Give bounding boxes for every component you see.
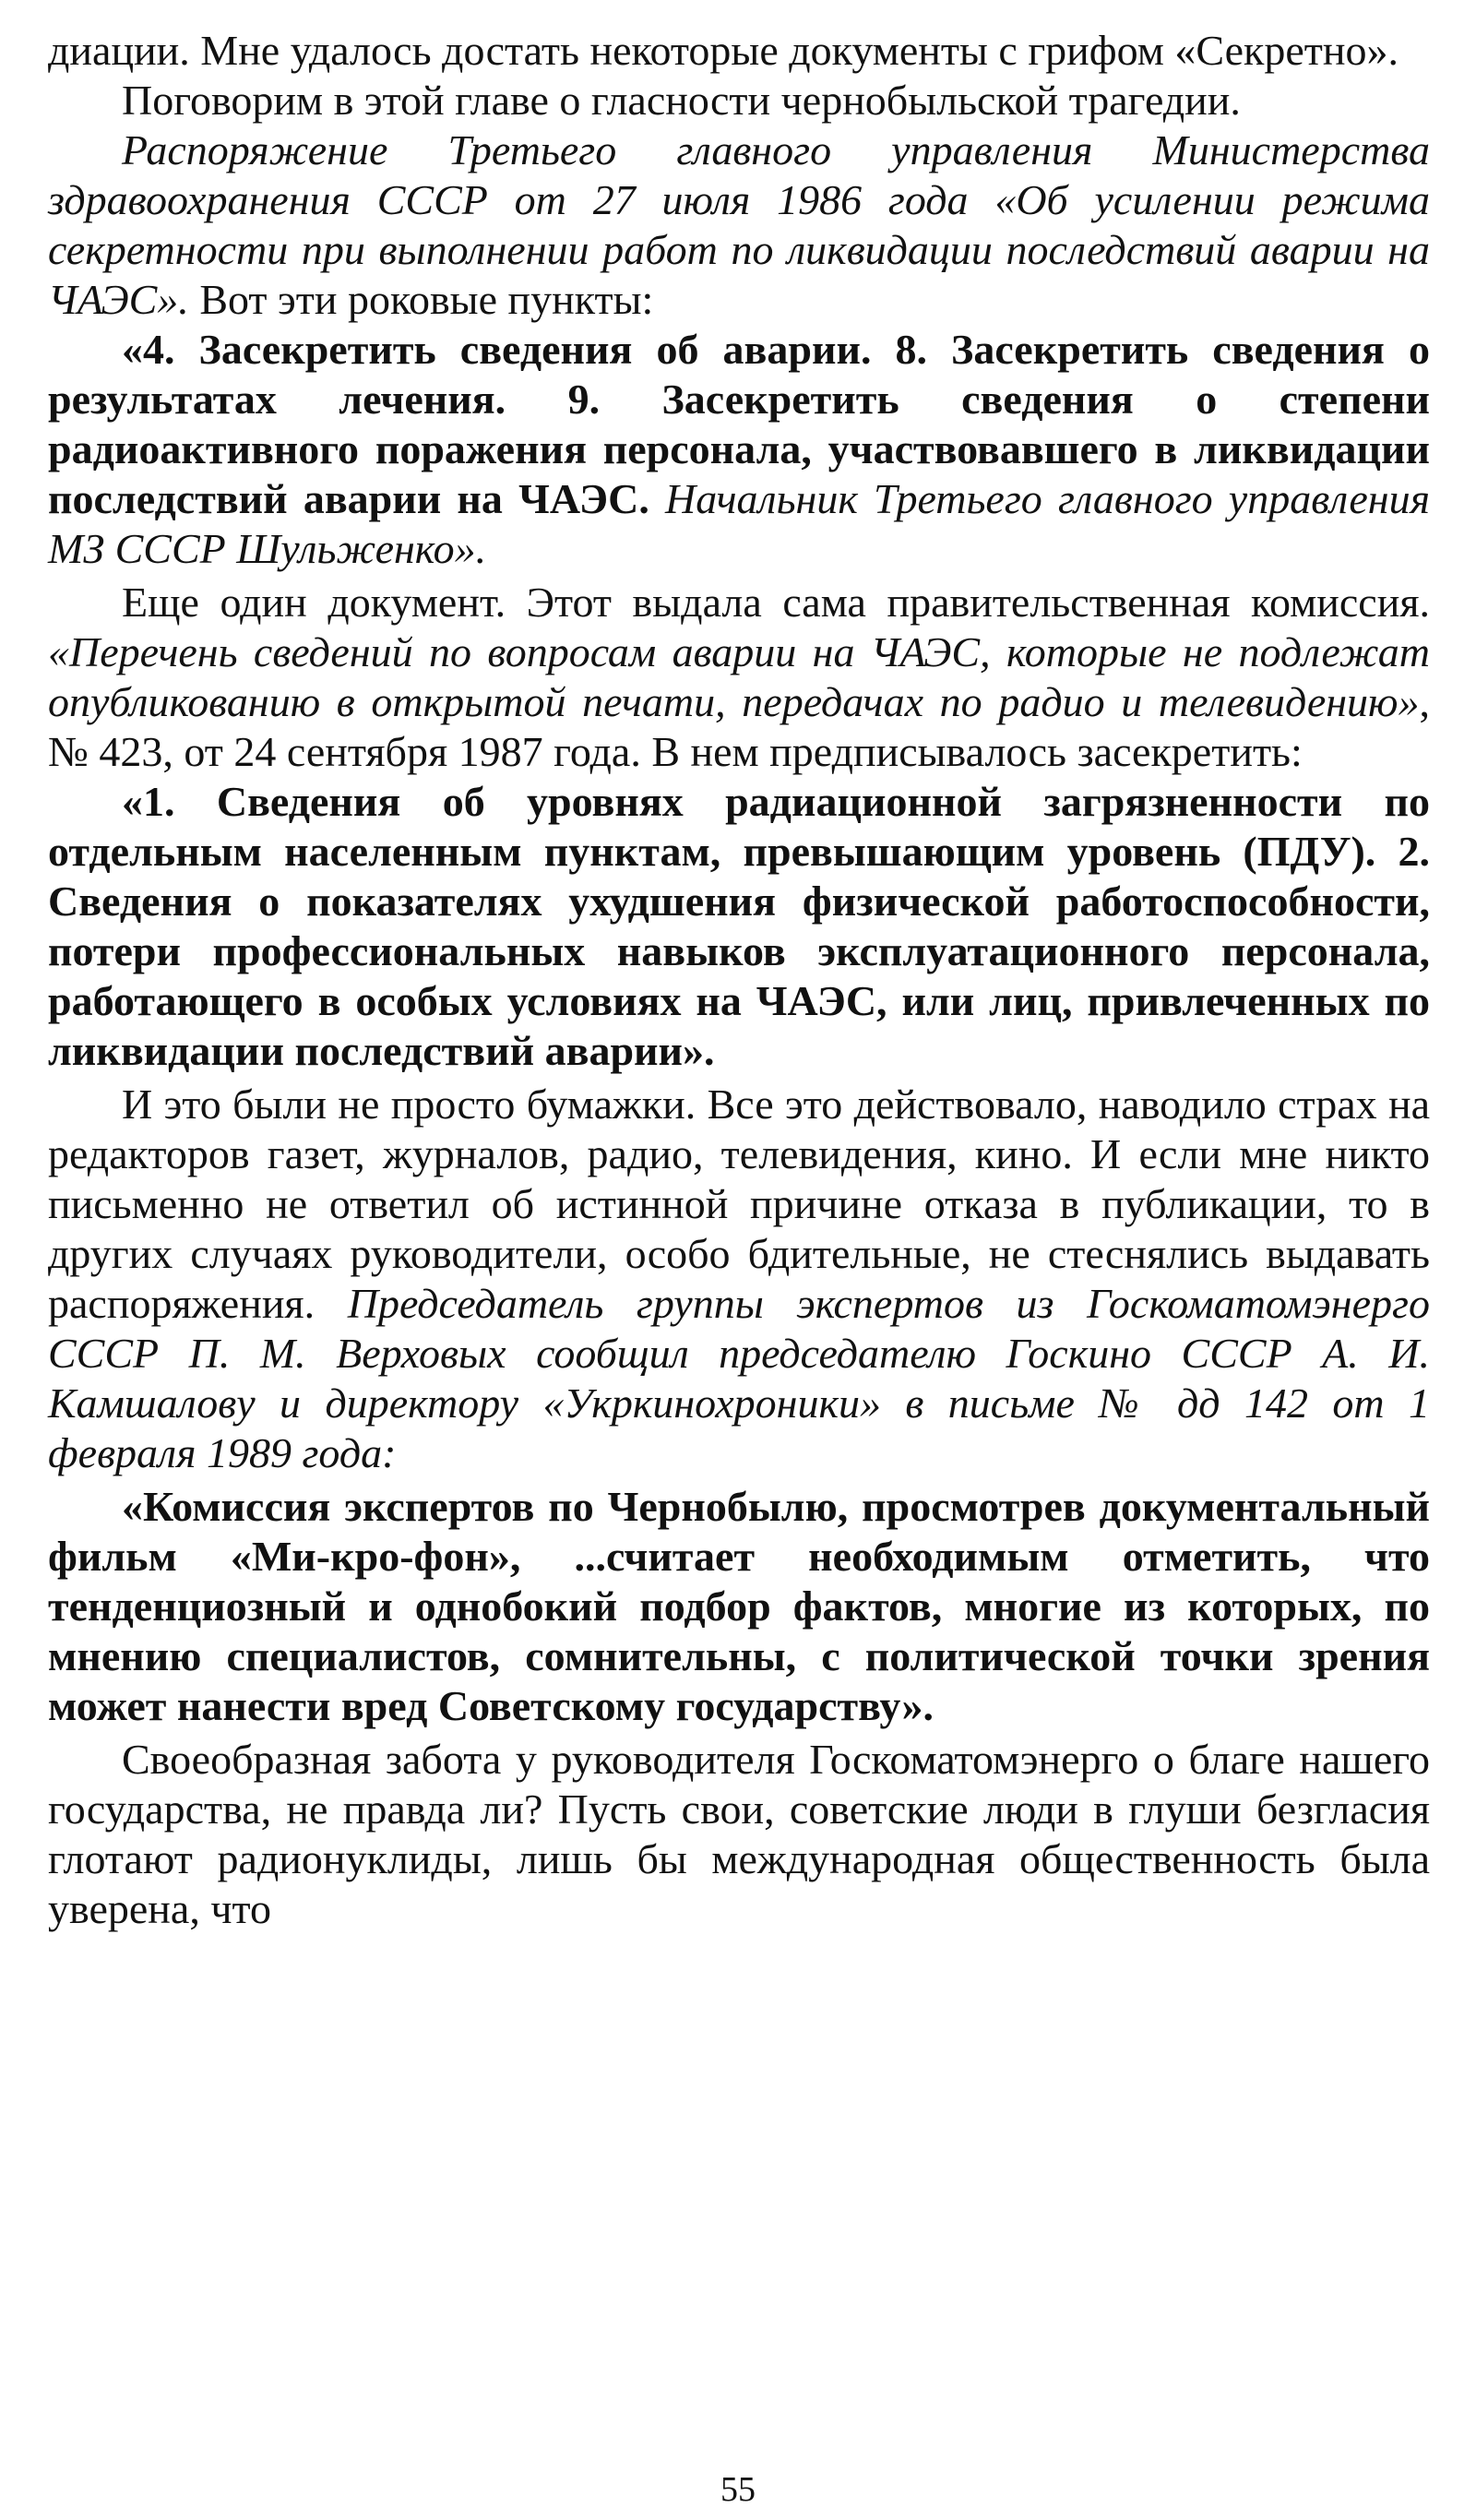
decree-signature-italic: Начальник Третьего главного управления МЗ СССР Шульженко». xyxy=(48,475,1430,572)
paragraph-7 xyxy=(48,1080,1430,1478)
paragraph-5-text-start: Еще один документ. Этот выдала сама правительственная комиссия. xyxy=(122,579,1430,626)
paragraph-2-text: Поговорим в этой главе о гласности чернобыльской трагедии. xyxy=(122,77,1241,124)
paragraph-9 xyxy=(48,1735,1430,1934)
paragraph-7-text: И это были не просто бумажки. Все это действовало, наводило страх на редакторов газет, журналов, радио, телевидения, кино. И если мне никто письменно не ответил об истинной причине отказа в публикации, то в других случаях руководители, особо бдительные, не стеснялись выдавать распоряжения. xyxy=(48,1081,1430,1327)
paragraph-6 xyxy=(48,777,1430,1076)
paragraph-2 xyxy=(48,76,1430,125)
paragraph-5-text-end: , № 423, от 24 сентября 1987 года. В нем предписывалось засекретить: xyxy=(48,678,1430,775)
paragraph-3-text: Вот эти роковые пункты: xyxy=(188,276,654,323)
paragraph-9-text: Своеобразная забота у руководителя Госкоматомэнерго о благе нашего государства, не правда ли? Пусть свои, советские люди в глуши безгласия глотают радионуклиды, лишь бы международная общественность была уверена, что xyxy=(48,1736,1430,1932)
decree-points-bold: «4. Засекретить сведения об аварии. 8. Засекретить сведения о результатах лечения. 9. Засекретить сведения о степени радиоактивного поражения персонала, участвовавшего в ликвидации последствий аварии на ЧАЭС. xyxy=(48,326,1430,522)
book-page xyxy=(48,26,1430,2480)
classified-items-bold: «1. Сведения об уровнях радиационной загрязненности по отдельным населенным пунктам, превышающим уровень (ПДУ). 2. Сведения о показателях ухудшения физической работоспособности, потери профессиональных навыков эксплуатационного персонала, работающего в особых условиях на ЧАЭС, или лиц, привлеченных по ликвидации последствий аварии». xyxy=(48,778,1430,1074)
paragraph-5 xyxy=(48,578,1430,777)
paragraph-1 xyxy=(48,26,1430,76)
commission-quote-bold: «Комиссия экспертов по Чернобылю, просмотрев документальный фильм «Ми-кро-фон», ...считает необходимым отметить, что тенденциозный и однобокий подбор фактов, многие из которых, по мнению специалистов, сомнительны, с политической точки зрения может нанести вред Советскому государству». xyxy=(48,1483,1430,1729)
decree-title-italic: Распоряжение Третьего главного управления Министерства здравоохранения СССР от 27 июля 1986 года «Об усилении режима секретности при выполнении работ по ликвидации последствий аварии на ЧАЭС». xyxy=(48,126,1430,323)
paragraph-8 xyxy=(48,1482,1430,1731)
page-number: 55 xyxy=(720,2470,756,2509)
paragraph-3 xyxy=(48,125,1430,325)
letter-reference-italic: Председатель группы экспертов из Госкоматомэнерго СССР П. М. Верховых сообщил председателю Госкино СССР А. И. Камшалову и директору «Укркинохроники» в письме № дд 142 от 1 февраля 1989 года: xyxy=(48,1280,1430,1476)
paragraph-1-text: диации. Мне удалось достать некоторые документы с грифом «Секретно». xyxy=(48,27,1399,74)
document-list-title-italic: «Перечень сведений по вопросам аварии на ЧАЭС, которые не подлежат опубликованию в открытой печати, передачах по радио и телевидению» xyxy=(48,628,1430,725)
paragraph-4 xyxy=(48,325,1430,574)
